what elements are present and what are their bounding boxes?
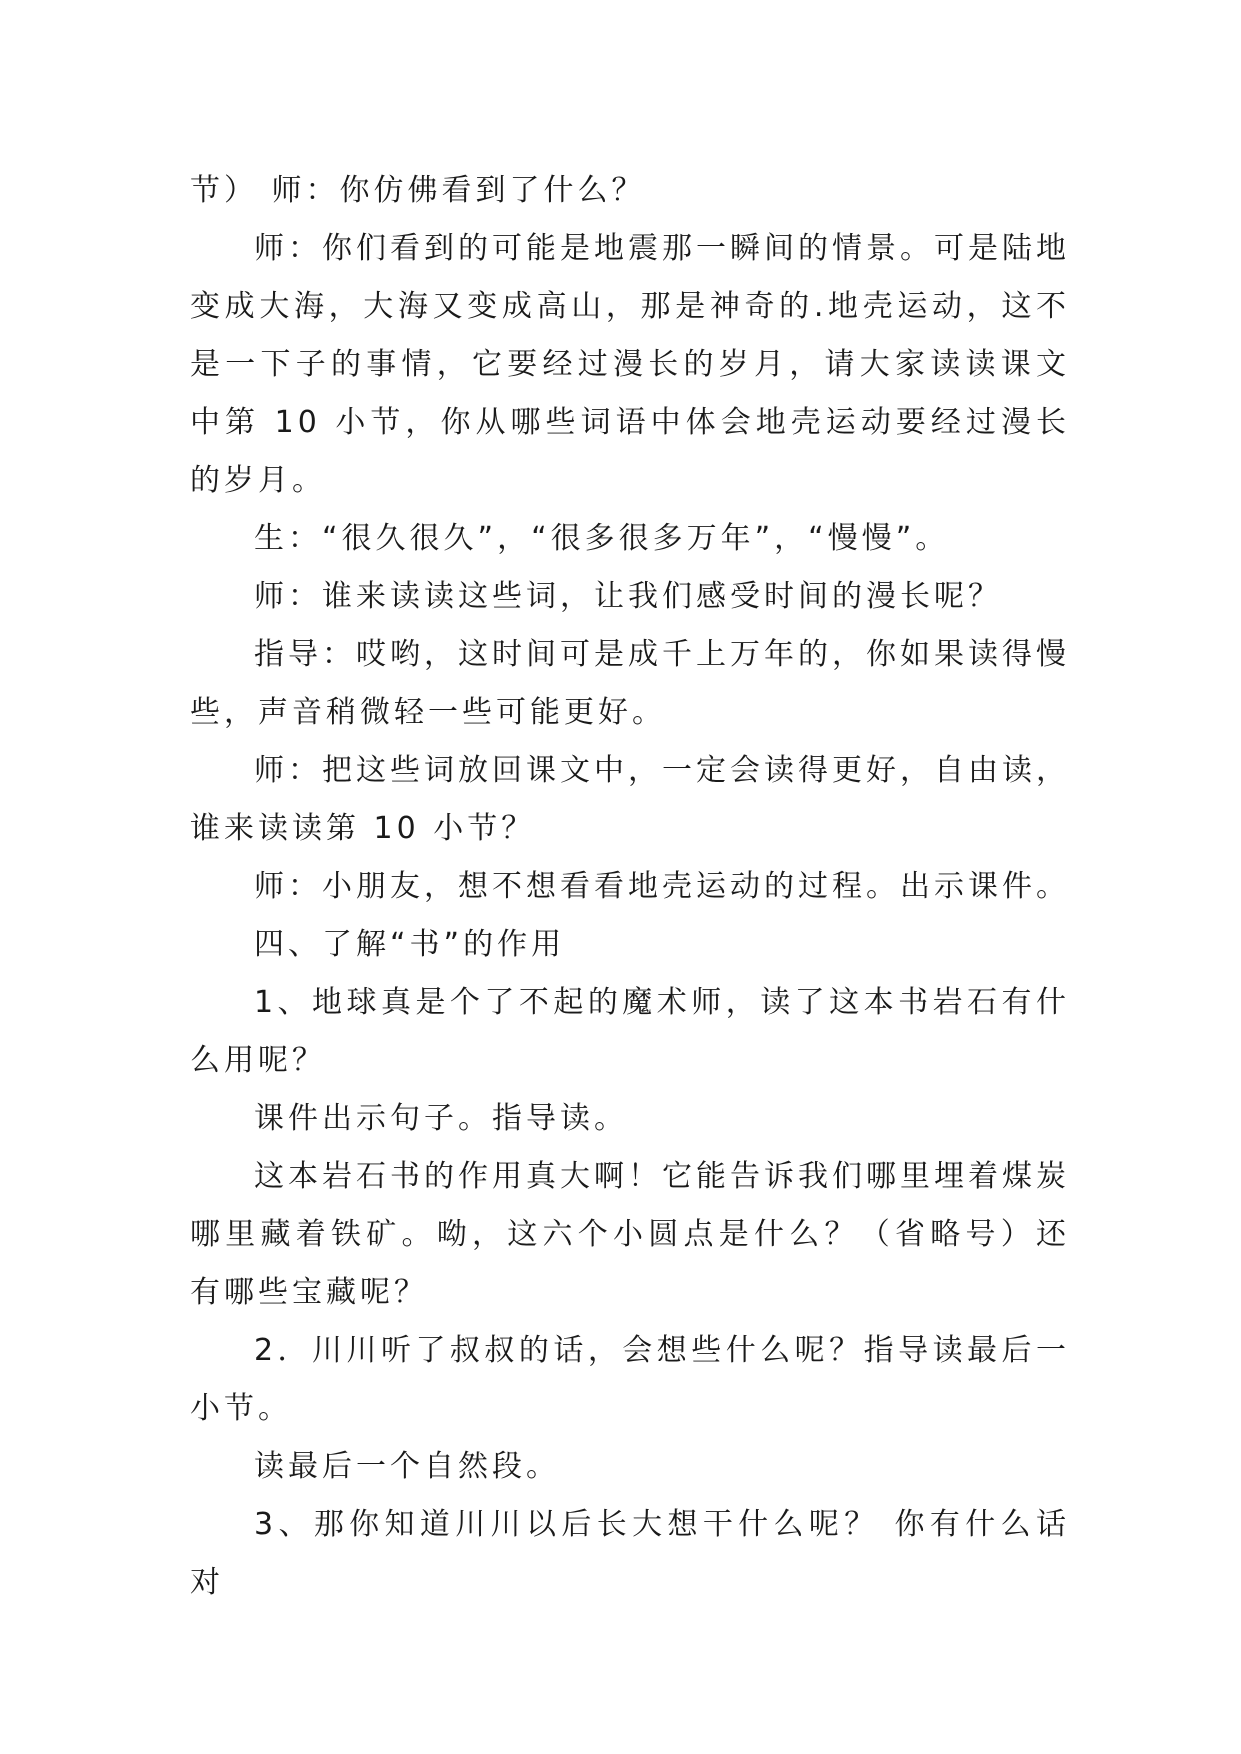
paragraph: 师：小朋友，想不想看看地壳运动的过程。出示课件。 (254, 869, 1070, 904)
paragraph: 生：“很久很久”，“很多很多万年”，“慢慢”。 (254, 521, 950, 556)
paragraph: 2．川川听了叔叔的话，会想些什么呢？指导读最后一小节。 (190, 1333, 1070, 1426)
section-heading: 四、了解“书”的作用 (254, 927, 566, 962)
paragraph: 1、地球真是个了不起的魔术师，读了这本书岩石有什么用呢？ (190, 985, 1070, 1078)
paragraph: 课件出示句子。指导读。 (254, 1101, 628, 1136)
paragraph: 师：你们看到的可能是地震那一瞬间的情景。可是陆地变成大海，大海又变成高山，那是神奇的.地壳运动，这不是一下子的事情，它要经过漫长的岁月，请大家读读课文中第 10 小节，你从哪些词语中体会地壳运动要经过漫长的岁月。 (190, 231, 1070, 498)
paragraph: 指导：哎哟，这时间可是成千上万年的，你如果读得慢些，声音稍微轻一些可能更好。 (190, 637, 1070, 730)
paragraph: 师：谁来读读这些词，让我们感受时间的漫长呢？ (254, 579, 1002, 614)
paragraph-continuation: 节） 师：你仿佛看到了什么？ (190, 173, 646, 208)
paragraph: 3、那你知道川川以后长大想干什么呢？ 你有什么话对 (190, 1507, 1070, 1600)
paragraph: 这本岩石书的作用真大啊！它能告诉我们哪里埋着煤炭哪里藏着铁矿。呦，这六个小圆点是什么？（省略号）还有哪些宝藏呢？ (190, 1159, 1070, 1310)
document-body (190, 162, 1070, 1612)
paragraph: 读最后一个自然段。 (254, 1449, 560, 1484)
paragraph: 师：把这些词放回课文中，一定会读得更好，自由读，谁来读读第 10 小节？ (190, 753, 1070, 846)
